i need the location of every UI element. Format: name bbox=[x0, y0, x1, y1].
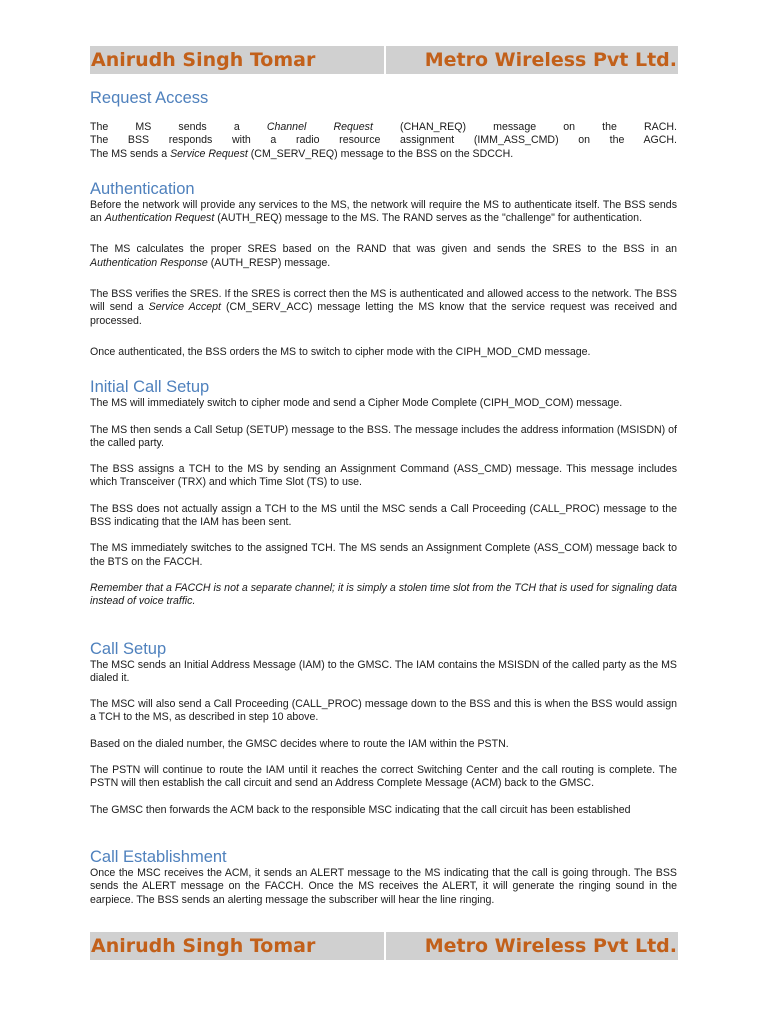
section-call-establishment bbox=[90, 847, 677, 907]
auth-paragraph-2: The MS calculates the proper SRES based on the RAND that was given and sends the SRES to the BSS in an Authentication Response (AUTH_RESP) message. bbox=[90, 243, 677, 269]
auth-paragraph-4: Once authenticated, the BSS orders the MS to switch to cipher mode with the CIPH_MOD_CMD message. bbox=[90, 345, 591, 358]
section-initial-call-setup bbox=[90, 377, 677, 608]
section-request-access bbox=[90, 88, 677, 161]
section-authentication bbox=[90, 179, 677, 359]
footer-band bbox=[90, 932, 678, 960]
footer-company: Metro Wireless Pvt Ltd. bbox=[424, 935, 677, 957]
header-band bbox=[90, 46, 678, 74]
cs-paragraph-2: The MSC will also send a Call Proceeding (CALL_PROC) message down to the BSS and this is when the BSS would assign a TCH to the MS, as described in step 10 above. bbox=[90, 698, 677, 724]
section-call-setup bbox=[90, 639, 677, 817]
ics-paragraph-1: The MS will immediately switch to cipher mode and send a Cipher Mode Complete (CIPH_MOD_COM) message. bbox=[90, 397, 623, 410]
header-company: Metro Wireless Pvt Ltd. bbox=[424, 49, 677, 71]
cs-paragraph-4: The PSTN will continue to route the IAM until it reaches the correct Switching Center and the call routing is complete. The PSTN will then establish the call circuit and send an Address Complete Message (ACM) back to the GMSC. bbox=[90, 764, 677, 790]
ce-paragraph-1: Once the MSC receives the ACM, it sends an ALERT message to the MS indicating that the call is going through. The BSS sends the ALERT message on the FACCH. Once the MS receives the ALERT, it will generate the ringing sound in the earpiece. The BSS sends an alerting message the subscriber will hear the line ringing. bbox=[90, 866, 677, 906]
cs-paragraph-1: The MSC sends an Initial Address Message (IAM) to the GMSC. The IAM contains the MSISDN of the called party as the MS dialed it. bbox=[90, 658, 677, 684]
ics-paragraph-6: Remember that a FACCH is not a separate channel; it is simply a stolen time slot from the TCH that is used for signaling data instead of voice traffic. bbox=[90, 581, 677, 608]
ics-paragraph-5: The MS immediately switches to the assigned TCH. The MS sends an Assignment Complete (ASS_COM) message back to the BTS on the FACCH. bbox=[90, 542, 677, 568]
ics-paragraph-4: The BSS does not actually assign a TCH to the MS until the MSC sends a Call Proceeding (CALL_PROC) message to the BSS indicating that the IAM has been sent. bbox=[90, 502, 677, 529]
request-access-line-3: The MS sends a Service Request (CM_SERV_REQ) message to the BSS on the SDCCH. bbox=[90, 147, 514, 160]
header-author: Anirudh Singh Tomar bbox=[90, 46, 386, 74]
auth-paragraph-1: Before the network will provide any services to the MS, the network will require the MS to authenticate itself. The BSS sends an Authentication Request (AUTH_REQ) message to the MS. The RAND serves as the "challenge" for authentication. bbox=[90, 198, 677, 225]
heading-request-access: Request Access bbox=[90, 89, 209, 107]
heading-call-establishment: Call Establishment bbox=[90, 847, 227, 866]
auth-paragraph-3: The BSS verifies the SRES. If the SRES is correct then the MS is authenticated and allowed access to the network. The BSS will send a Service Accept (CM_SERV_ACC) message letting the MS know that the service request was received and processed. bbox=[90, 288, 678, 327]
ics-paragraph-3: The BSS assigns a TCH to the MS by sending an Assignment Command (ASS_CMD) message. This message includes which Transceiver (TRX) and which Time Slot (TS) to use. bbox=[90, 463, 677, 489]
request-access-line-2: The BSS responds with a radio resource assignment (IMM_ASS_CMD) on the AGCH. bbox=[90, 134, 677, 147]
ics-paragraph-2: The MS then sends a Call Setup (SETUP) message to the BSS. The message includes the address information (MSISDN) of the called party. bbox=[90, 423, 677, 449]
cs-paragraph-3: Based on the dialed number, the GMSC decides where to route the IAM within the PSTN. bbox=[90, 737, 509, 750]
request-access-line-1: The MS sends a Channel Request (CHAN_REQ) message on the RACH. bbox=[90, 121, 677, 133]
document-body bbox=[90, 88, 677, 907]
heading-authentication: Authentication bbox=[90, 179, 195, 198]
footer-author: Anirudh Singh Tomar bbox=[90, 932, 386, 960]
heading-initial-call-setup: Initial Call Setup bbox=[90, 378, 210, 397]
heading-call-setup: Call Setup bbox=[90, 639, 167, 658]
cs-paragraph-5: The GMSC then forwards the ACM back to the responsible MSC indicating that the call circuit has been established bbox=[90, 803, 631, 816]
